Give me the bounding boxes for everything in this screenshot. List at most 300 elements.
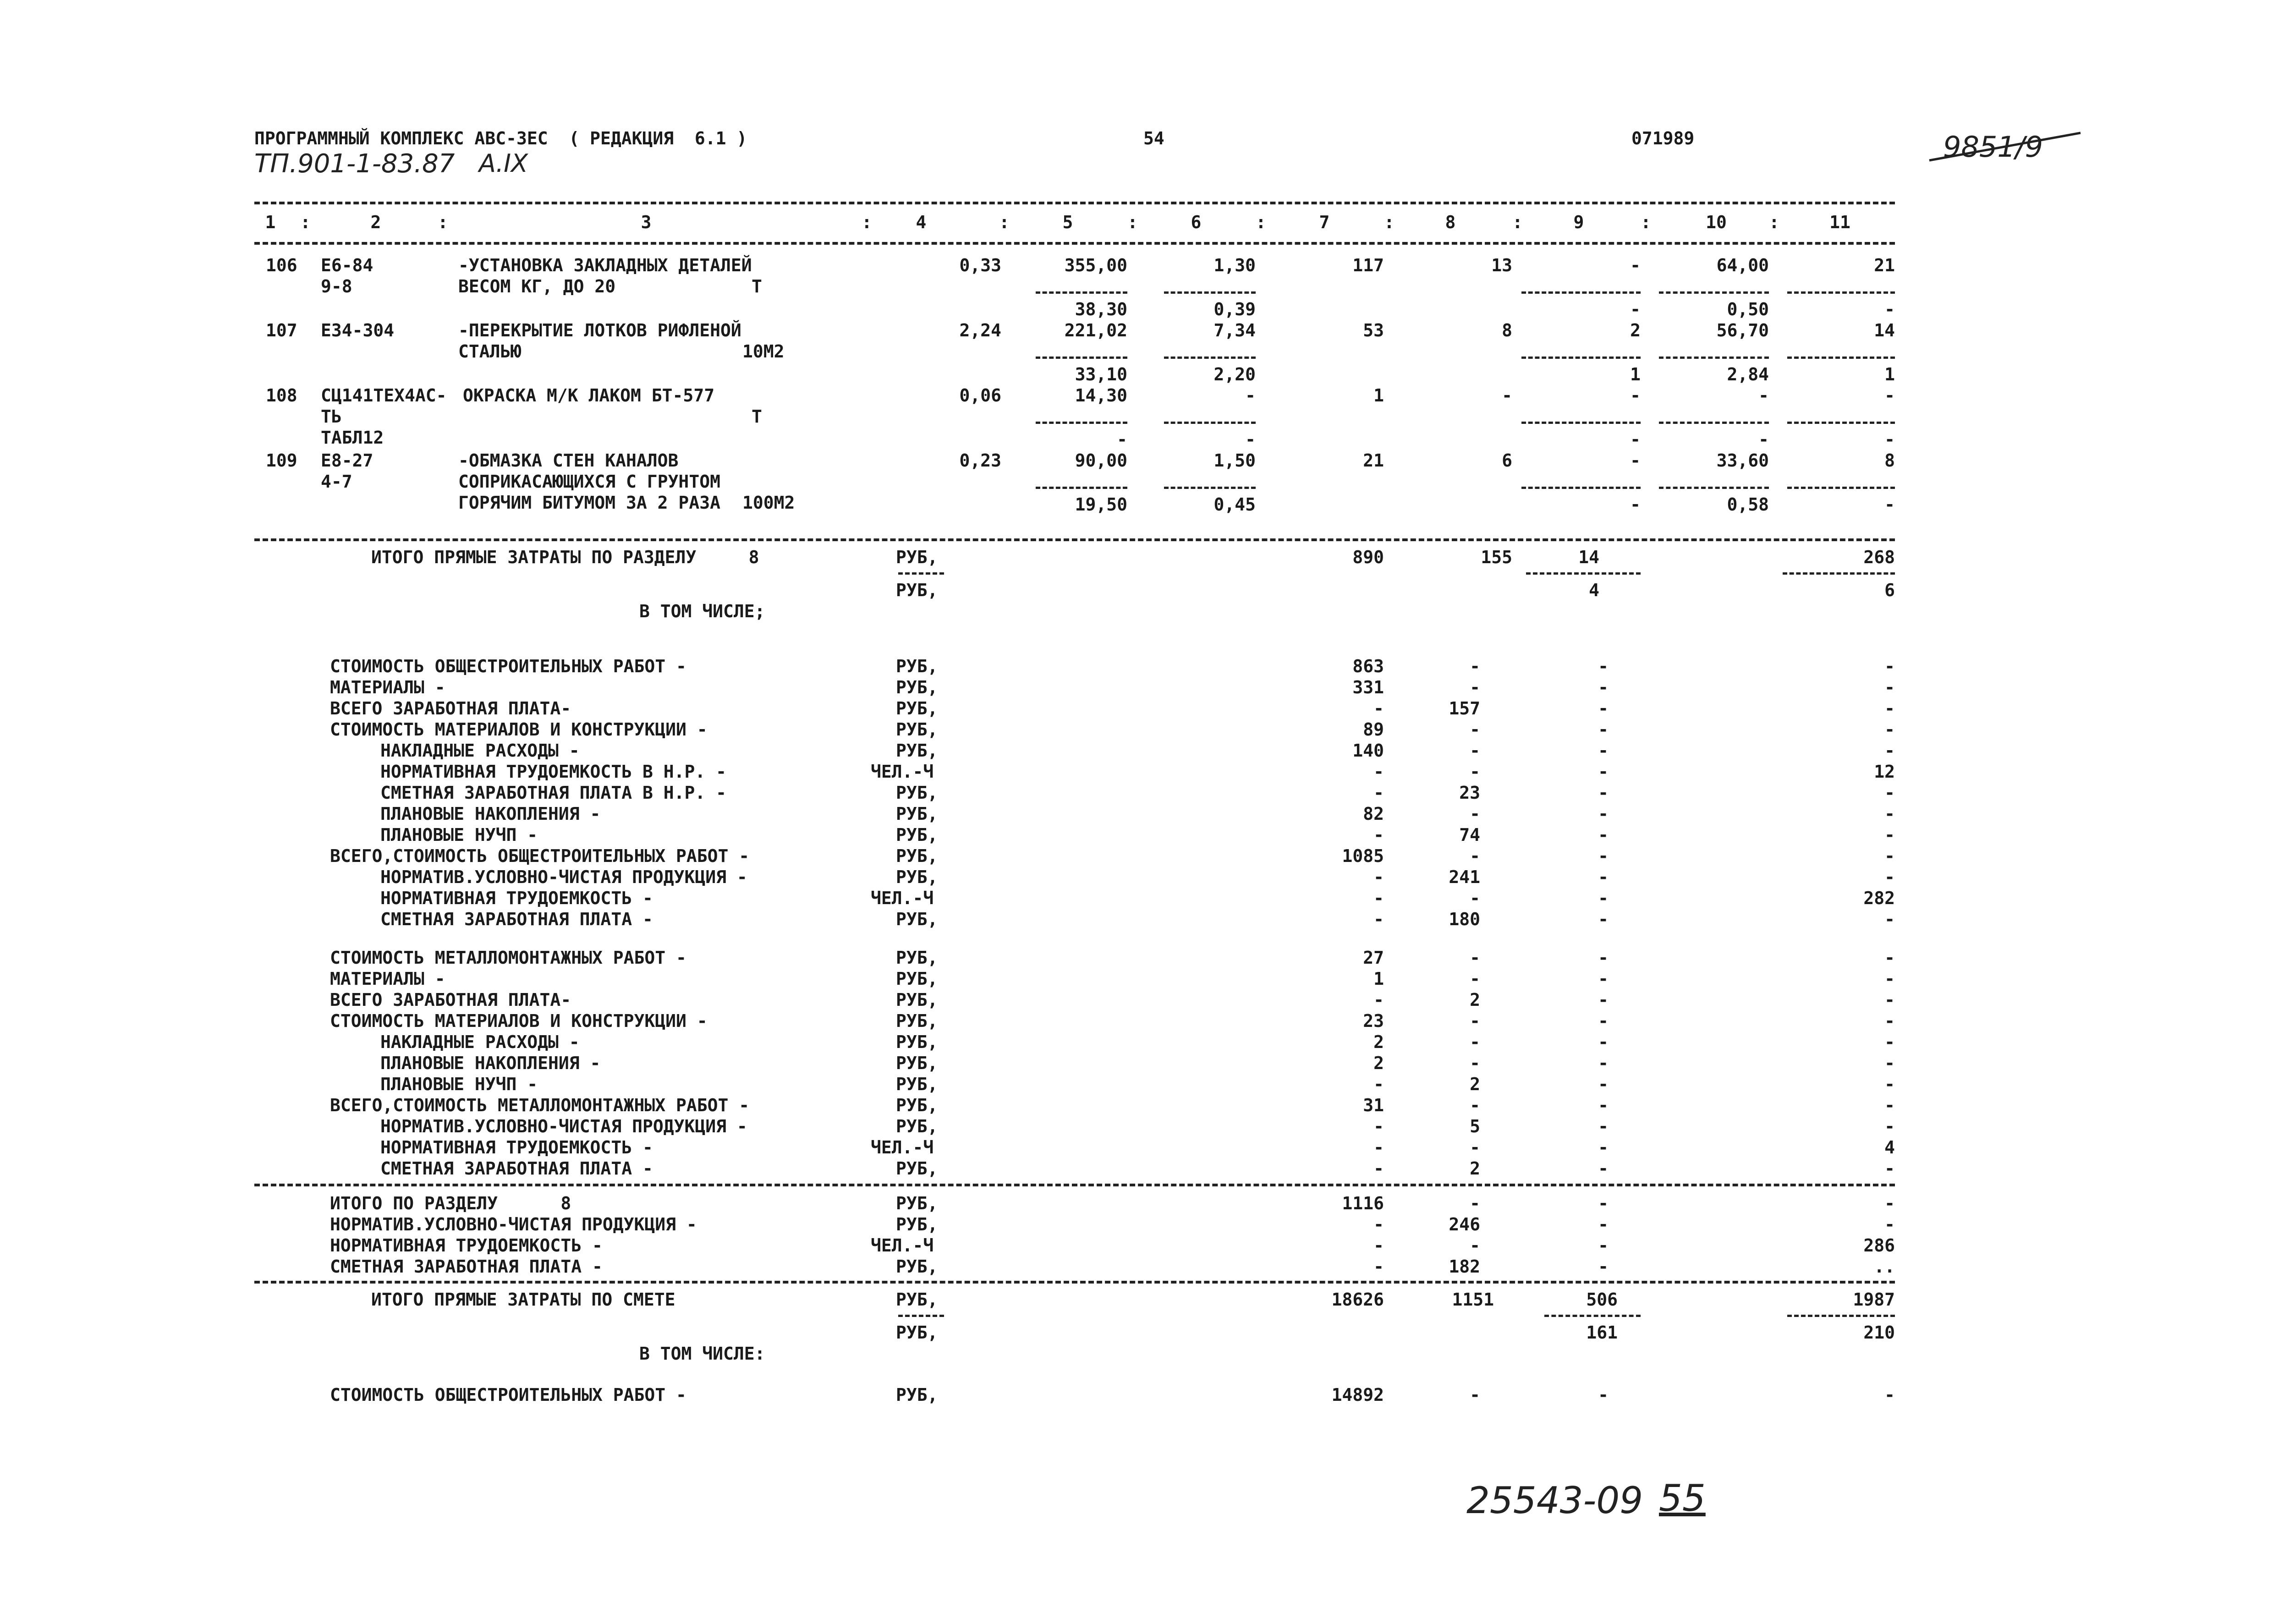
last-row-c9: - [1598, 1385, 1609, 1405]
metal-row-c11: - [1884, 1116, 1895, 1136]
section-rule [254, 1281, 1895, 1284]
item-c10b: - [1758, 429, 1769, 450]
metal-row-label: ПЛАНОВЫЕ НАКОПЛЕНИЯ - [380, 1053, 601, 1073]
item-code: Е34-304 [321, 320, 395, 340]
column-separator: : [1127, 212, 1138, 232]
metal-row-c9: - [1598, 1032, 1609, 1052]
general-row-unit: РУБ, [896, 677, 938, 697]
metal-row-c8: - [1470, 1053, 1480, 1073]
general-row-c7: 863 [1352, 656, 1384, 676]
item-c10b: 0,58 [1727, 494, 1769, 515]
metal-row-unit: РУБ, [896, 1032, 938, 1052]
item-c5b: 38,30 [1075, 299, 1127, 319]
item-c5b: - [1117, 429, 1127, 450]
unit-divider [898, 572, 944, 575]
general-row-label: СТОИМОСТЬ МАТЕРИАЛОВ И КОНСТРУКЦИИ - [330, 719, 708, 740]
section-row-label: НОРМАТИВНАЯ ТРУДОЕМКОСТЬ - [330, 1235, 603, 1256]
column-separator: : [1256, 212, 1266, 232]
item-c7: 117 [1352, 255, 1384, 275]
item-quantity: 0,33 [959, 255, 1001, 275]
general-row-c11: - [1884, 846, 1895, 866]
item-c9: - [1630, 255, 1641, 275]
item-code: ТЬ [321, 406, 342, 427]
metal-row-c7: - [1373, 990, 1384, 1010]
column-separator: : [1512, 212, 1523, 232]
general-row-c11: - [1884, 867, 1895, 887]
metal-row-unit: РУБ, [896, 1011, 938, 1031]
metal-row-c11: - [1884, 1053, 1895, 1073]
item-c9: 2 [1630, 320, 1641, 340]
section-row-label: ИТОГО ПО РАЗДЕЛУ 8 [330, 1193, 571, 1213]
general-row-c7: - [1373, 888, 1384, 908]
direct-costs-c9b: 4 [1589, 580, 1599, 600]
metal-row-unit: ЧЕЛ.-Ч [871, 1137, 934, 1158]
item-code: Е8-27 [321, 450, 373, 471]
general-row-c7: - [1373, 825, 1384, 845]
estimate-total-c9b: 161 [1586, 1322, 1618, 1343]
general-row-label: ПЛАНОВЫЕ НАКОПЛЕНИЯ - [380, 804, 601, 824]
metal-row-c8: - [1470, 1095, 1480, 1115]
section-row-c8: - [1470, 1193, 1480, 1213]
general-row-c8: - [1470, 719, 1480, 740]
column-number: 5 [1062, 212, 1073, 232]
section-row-c7: - [1373, 1235, 1384, 1256]
metal-row-label: ВСЕГО ЗАРАБОТНАЯ ПЛАТА- [330, 990, 571, 1010]
item-c11: 14 [1874, 320, 1895, 340]
item-c9b: 1 [1630, 364, 1641, 384]
metal-row-c11: 4 [1884, 1137, 1895, 1158]
general-row-label: НОРМАТИВНАЯ ТРУДОЕМКОСТЬ В Н.Р. - [380, 762, 726, 782]
column-number: 7 [1319, 212, 1330, 232]
metal-row-c8: 5 [1470, 1116, 1480, 1136]
general-row-c7: - [1373, 783, 1384, 803]
estimate-total-c8: 1151 [1452, 1289, 1494, 1310]
estimate-total-c11b: 210 [1863, 1322, 1895, 1343]
program-title: ПРОГРАММНЫЙ КОМПЛЕКС АВС-ЗЕС ( РЕДАКЦИЯ 6.1 ) [254, 128, 747, 148]
item-name: СОПРИКАСАЮЩИХСЯ С ГРУНТОМ [458, 472, 720, 492]
item-c5b: 33,10 [1075, 364, 1127, 384]
column-number: 2 [370, 212, 381, 232]
general-row-c7: 82 [1363, 804, 1384, 824]
metal-row-c8: 2 [1470, 990, 1480, 1010]
general-row-c11: - [1884, 909, 1895, 929]
general-row-c8: - [1470, 762, 1480, 782]
column-number: 4 [916, 212, 927, 232]
page-number: 54 [1143, 128, 1164, 148]
item-c11: - [1884, 385, 1895, 406]
general-row-c9: - [1598, 741, 1609, 761]
general-row-c9: - [1598, 804, 1609, 824]
section-row-c8: 182 [1449, 1256, 1480, 1277]
tp-code: ТП.901-1-83.87 [254, 149, 455, 179]
general-row-unit: РУБ, [896, 741, 938, 761]
general-row-c8: 241 [1449, 867, 1480, 887]
print-date: 071989 [1631, 128, 1695, 148]
metal-row-unit: РУБ, [896, 1158, 938, 1179]
metal-row-c7: 23 [1363, 1011, 1384, 1031]
metal-row-c7: - [1373, 1116, 1384, 1136]
general-row-unit: РУБ, [896, 825, 938, 845]
general-row-label: ВСЕГО ЗАРАБОТНАЯ ПЛАТА- [330, 698, 571, 719]
general-row-unit: РУБ, [896, 719, 938, 740]
archive-stamp: 9851/9 [1943, 130, 2043, 164]
column-separator: : [862, 212, 872, 232]
general-row-c11: - [1884, 741, 1895, 761]
subtotal-divider [1659, 291, 1769, 294]
general-row-c7: - [1373, 698, 1384, 719]
column-number: 6 [1191, 212, 1202, 232]
metal-row-label: МАТЕРИАЛЫ - [330, 969, 445, 989]
subtotal-divider [1164, 487, 1256, 489]
column-separator: : [300, 212, 311, 232]
item-unit: 100М2 [742, 493, 795, 513]
section-row-c7: - [1373, 1256, 1384, 1277]
section-row-unit: РУБ, [896, 1214, 938, 1234]
section-rule [254, 538, 1895, 541]
metal-row-c11: - [1884, 948, 1895, 968]
c9-divider [1526, 572, 1641, 575]
subtotal-divider [1036, 422, 1127, 424]
metal-row-label: ПЛАНОВЫЕ НУЧП - [380, 1074, 538, 1094]
item-unit: Т [752, 276, 762, 296]
last-row-c8: - [1470, 1385, 1480, 1405]
subtotal-divider [1521, 422, 1641, 424]
item-c11b: 1 [1884, 364, 1895, 384]
metal-row-c7: - [1373, 1137, 1384, 1158]
subtotal-divider [1787, 422, 1895, 424]
item-c11: 21 [1874, 255, 1895, 275]
estimate-total-unit2: РУБ, [896, 1322, 938, 1343]
column-number: 1 [265, 212, 276, 232]
item-c10: - [1758, 385, 1769, 406]
metal-row-c9: - [1598, 1137, 1609, 1158]
metal-row-c7: 2 [1373, 1053, 1384, 1073]
column-separator: : [438, 212, 448, 232]
metal-row-c7: 1 [1373, 969, 1384, 989]
c11-divider [1787, 1315, 1895, 1317]
general-row-unit: РУБ, [896, 846, 938, 866]
item-c8: - [1502, 385, 1512, 406]
item-number: 109 [266, 450, 297, 471]
general-row-label: НОРМАТИВНАЯ ТРУДОЕМКОСТЬ - [380, 888, 653, 908]
metal-row-c11: - [1884, 1032, 1895, 1052]
subtotal-divider [1036, 291, 1127, 294]
direct-costs-c11: 268 [1863, 547, 1895, 567]
direct-costs-unit2: РУБ, [896, 580, 938, 600]
section-row-c7: - [1373, 1214, 1384, 1234]
metal-row-unit: РУБ, [896, 969, 938, 989]
section-row-c9: - [1598, 1193, 1609, 1213]
estimate-total-unit: РУБ, [896, 1289, 938, 1310]
item-code: СЦ141ТЕХ4АС- [321, 385, 447, 406]
metal-row-c9: - [1598, 990, 1609, 1010]
metal-row-c11: - [1884, 990, 1895, 1010]
general-row-c8: 180 [1449, 909, 1480, 929]
general-row-c7: - [1373, 867, 1384, 887]
subtotal-divider [1787, 291, 1895, 294]
metal-row-unit: РУБ, [896, 1116, 938, 1136]
general-row-c11: - [1884, 698, 1895, 719]
general-row-c9: - [1598, 909, 1609, 929]
subtotal-divider [1787, 357, 1895, 359]
section-row-unit: ЧЕЛ.-Ч [871, 1235, 934, 1256]
item-name: ГОРЯЧИМ БИТУМОМ ЗА 2 РАЗА [458, 493, 720, 513]
metal-row-c8: - [1470, 969, 1480, 989]
item-c9: - [1630, 450, 1641, 471]
subtotal-divider [1659, 487, 1769, 489]
subtotal-divider [1164, 357, 1256, 359]
metal-row-unit: РУБ, [896, 1053, 938, 1073]
item-c8: 13 [1491, 255, 1512, 275]
item-name: СТАЛЬЮ [458, 341, 522, 362]
item-name: -ПЕРЕКРЫТИЕ ЛОТКОВ РИФЛЕНОЙ [458, 320, 741, 340]
including-label: В ТОМ ЧИСЛЕ; [639, 601, 765, 621]
general-row-c7: - [1373, 909, 1384, 929]
general-row-c8: - [1470, 656, 1480, 676]
metal-row-c9: - [1598, 1011, 1609, 1031]
item-c11b: - [1884, 299, 1895, 319]
item-number: 106 [266, 255, 297, 275]
metal-row-c9: - [1598, 948, 1609, 968]
general-row-c8: - [1470, 804, 1480, 824]
general-row-unit: ЧЕЛ.-Ч [871, 888, 934, 908]
direct-costs-c8: 155 [1481, 547, 1512, 567]
last-row-unit: РУБ, [896, 1385, 938, 1405]
estimate-total-label: ИТОГО ПРЯМЫЕ ЗАТРАТЫ ПО СМЕТЕ [371, 1289, 675, 1310]
item-c8: 8 [1502, 320, 1512, 340]
subtotal-divider [1659, 357, 1769, 359]
general-row-c11: - [1884, 783, 1895, 803]
general-row-c8: 74 [1459, 825, 1480, 845]
item-c6: - [1245, 385, 1256, 406]
metal-row-c8: - [1470, 1137, 1480, 1158]
column-number: 9 [1573, 212, 1584, 232]
general-row-c8: 157 [1449, 698, 1480, 719]
item-c6b: 2,20 [1213, 364, 1256, 384]
item-c9b: - [1630, 494, 1641, 515]
header-rule-bottom [254, 242, 1895, 245]
general-row-c9: - [1598, 762, 1609, 782]
metal-row-c8: - [1470, 948, 1480, 968]
general-row-c7: 140 [1352, 741, 1384, 761]
general-row-c9: - [1598, 677, 1609, 697]
metal-row-c9: - [1598, 1116, 1609, 1136]
general-row-c8: - [1470, 846, 1480, 866]
metal-row-unit: РУБ, [896, 990, 938, 1010]
general-row-c9: - [1598, 656, 1609, 676]
item-c5: 355,00 [1064, 255, 1127, 275]
general-row-label: НОРМАТИВ.УСЛОВНО-ЧИСТАЯ ПРОДУКЦИЯ - [380, 867, 747, 887]
item-c9: - [1630, 385, 1641, 406]
item-name: -ОБМАЗКА СТЕН КАНАЛОВ [458, 450, 679, 471]
general-row-c11: 12 [1874, 762, 1895, 782]
subtotal-divider [1787, 487, 1895, 489]
subtotal-divider [1164, 291, 1256, 294]
metal-row-label: СМЕТНАЯ ЗАРАБОТНАЯ ПЛАТА - [380, 1158, 653, 1179]
item-c10: 56,70 [1716, 320, 1769, 340]
item-c11b: - [1884, 494, 1895, 515]
item-c9b: - [1630, 299, 1641, 319]
item-c7: 1 [1373, 385, 1384, 406]
estimate-total-c7: 18626 [1331, 1289, 1384, 1310]
item-c6: 7,34 [1213, 320, 1256, 340]
metal-row-c7: - [1373, 1158, 1384, 1179]
estimate-total-c11: 1987 [1853, 1289, 1895, 1310]
general-row-c7: - [1373, 762, 1384, 782]
column-separator: : [1769, 212, 1779, 232]
general-row-label: ПЛАНОВЫЕ НУЧП - [380, 825, 538, 845]
item-c11: 8 [1884, 450, 1895, 471]
item-number: 108 [266, 385, 297, 406]
subtotal-divider [1521, 487, 1641, 489]
metal-row-label: НАКЛАДНЫЕ РАСХОДЫ - [380, 1032, 580, 1052]
item-c10b: 2,84 [1727, 364, 1769, 384]
item-c7: 21 [1363, 450, 1384, 471]
general-row-label: СМЕТНАЯ ЗАРАБОТНАЯ ПЛАТА - [380, 909, 653, 929]
general-row-c11: 282 [1863, 888, 1895, 908]
metal-row-c7: - [1373, 1074, 1384, 1094]
subtotal-divider [1164, 422, 1256, 424]
metal-row-c9: - [1598, 1095, 1609, 1115]
section-row-unit: РУБ, [896, 1193, 938, 1213]
section-row-unit: РУБ, [896, 1256, 938, 1277]
subtotal-divider [1521, 357, 1641, 359]
section-row-c8: - [1470, 1235, 1480, 1256]
subtotal-divider [1521, 291, 1641, 294]
general-row-c9: - [1598, 825, 1609, 845]
item-c7: 53 [1363, 320, 1384, 340]
item-c6b: - [1245, 429, 1256, 450]
general-row-c8: - [1470, 677, 1480, 697]
general-row-unit: РУБ, [896, 909, 938, 929]
item-code: Е6-84 [321, 255, 373, 275]
item-c6b: 0,45 [1213, 494, 1256, 515]
general-row-unit: РУБ, [896, 656, 938, 676]
general-row-c9: - [1598, 846, 1609, 866]
general-row-unit: РУБ, [896, 783, 938, 803]
metal-row-c9: - [1598, 969, 1609, 989]
metal-row-c11: - [1884, 1011, 1895, 1031]
metal-row-c8: - [1470, 1032, 1480, 1052]
direct-costs-unit: РУБ, [896, 547, 938, 567]
metal-row-unit: РУБ, [896, 1095, 938, 1115]
item-c9b: - [1630, 429, 1641, 450]
item-unit: Т [752, 406, 762, 427]
metal-row-label: НОРМАТИВ.УСЛОВНО-ЧИСТАЯ ПРОДУКЦИЯ - [380, 1116, 747, 1136]
item-number: 107 [266, 320, 297, 340]
item-quantity: 0,23 [959, 450, 1001, 471]
item-c6: 1,30 [1213, 255, 1256, 275]
item-c10b: 0,50 [1727, 299, 1769, 319]
item-c6: 1,50 [1213, 450, 1256, 471]
including-label: В ТОМ ЧИСЛЕ: [639, 1344, 765, 1364]
metal-row-c8: 2 [1470, 1074, 1480, 1094]
column-number: 8 [1445, 212, 1456, 232]
section-row-c11: - [1884, 1214, 1895, 1234]
general-row-c11: - [1884, 656, 1895, 676]
metal-row-c11: - [1884, 1095, 1895, 1115]
general-row-unit: РУБ, [896, 867, 938, 887]
item-quantity: 2,24 [959, 320, 1001, 340]
direct-costs-c9: 14 [1578, 547, 1599, 567]
general-row-c7: 89 [1363, 719, 1384, 740]
section-row-c9: - [1598, 1235, 1609, 1256]
column-separator: : [1641, 212, 1651, 232]
metal-row-unit: РУБ, [896, 948, 938, 968]
section-row-label: НОРМАТИВ.УСЛОВНО-ЧИСТАЯ ПРОДУКЦИЯ - [330, 1214, 697, 1234]
general-row-c9: - [1598, 698, 1609, 719]
general-row-c9: - [1598, 867, 1609, 887]
last-row-c7: 14892 [1331, 1385, 1384, 1405]
subtotal-divider [1659, 422, 1769, 424]
estimate-total-c9: 506 [1586, 1289, 1618, 1310]
section-row-c9: - [1598, 1214, 1609, 1234]
item-code: 9-8 [321, 276, 352, 296]
column-number: 10 [1706, 212, 1727, 232]
last-row-label: СТОИМОСТЬ ОБЩЕСТРОИТЕЛЬНЫХ РАБОТ - [330, 1385, 686, 1405]
metal-row-label: НОРМАТИВНАЯ ТРУДОЕМКОСТЬ - [380, 1137, 653, 1158]
section-row-c7: 1116 [1342, 1193, 1384, 1213]
unit-divider [898, 1315, 944, 1317]
metal-row-label: СТОИМОСТЬ МАТЕРИАЛОВ И КОНСТРУКЦИИ - [330, 1011, 708, 1031]
item-c5: 14,30 [1075, 385, 1127, 406]
item-code: 4-7 [321, 472, 352, 492]
general-row-c11: - [1884, 719, 1895, 740]
section-row-c11: .. [1874, 1256, 1895, 1277]
column-number: 3 [641, 212, 652, 232]
direct-costs-c7: 890 [1352, 547, 1384, 567]
subtotal-divider [1036, 487, 1127, 489]
item-c6b: 0,39 [1213, 299, 1256, 319]
general-row-c11: - [1884, 677, 1895, 697]
general-row-c8: - [1470, 741, 1480, 761]
item-c10: 33,60 [1716, 450, 1769, 471]
metal-row-unit: РУБ, [896, 1074, 938, 1094]
column-separator: : [1384, 212, 1395, 232]
metal-row-c11: - [1884, 969, 1895, 989]
column-number: 11 [1829, 212, 1850, 232]
album-number: А.IX [479, 149, 528, 178]
item-quantity: 0,06 [959, 385, 1001, 406]
section-row-label: СМЕТНАЯ ЗАРАБОТНАЯ ПЛАТА - [330, 1256, 603, 1277]
metal-row-label: СТОИМОСТЬ МЕТАЛЛОМОНТАЖНЫХ РАБОТ - [330, 948, 686, 968]
item-unit: 10М2 [742, 341, 785, 362]
general-row-c11: - [1884, 825, 1895, 845]
general-row-label: СМЕТНАЯ ЗАРАБОТНАЯ ПЛАТА В Н.Р. - [380, 783, 726, 803]
general-row-c7: 331 [1352, 677, 1384, 697]
general-row-c7: 1085 [1342, 846, 1384, 866]
item-name: -УСТАНОВКА ЗАКЛАДНЫХ ДЕТАЛЕЙ [458, 255, 752, 275]
general-row-c11: - [1884, 804, 1895, 824]
general-row-unit: ЧЕЛ.-Ч [871, 762, 934, 782]
metal-row-c11: - [1884, 1074, 1895, 1094]
metal-row-c9: - [1598, 1053, 1609, 1073]
general-row-unit: РУБ, [896, 804, 938, 824]
general-row-unit: РУБ, [896, 698, 938, 719]
metal-row-c7: 27 [1363, 948, 1384, 968]
item-name: ОКРАСКА М/К ЛАКОМ БТ-577 [463, 385, 715, 406]
section-row-c8: 246 [1449, 1214, 1480, 1234]
item-c8: 6 [1502, 450, 1512, 471]
item-c5: 90,00 [1075, 450, 1127, 471]
metal-row-label: ВСЕГО,СТОИМОСТЬ МЕТАЛЛОМОНТАЖНЫХ РАБОТ - [330, 1095, 750, 1115]
direct-costs-c11b: 6 [1884, 580, 1895, 600]
document-number: 25543-09 [1466, 1479, 1643, 1522]
item-c10: 64,00 [1716, 255, 1769, 275]
metal-row-c7: 31 [1363, 1095, 1384, 1115]
stamp-strike-icon [1925, 128, 2090, 170]
general-row-label: НАКЛАДНЫЕ РАСХОДЫ - [380, 741, 580, 761]
